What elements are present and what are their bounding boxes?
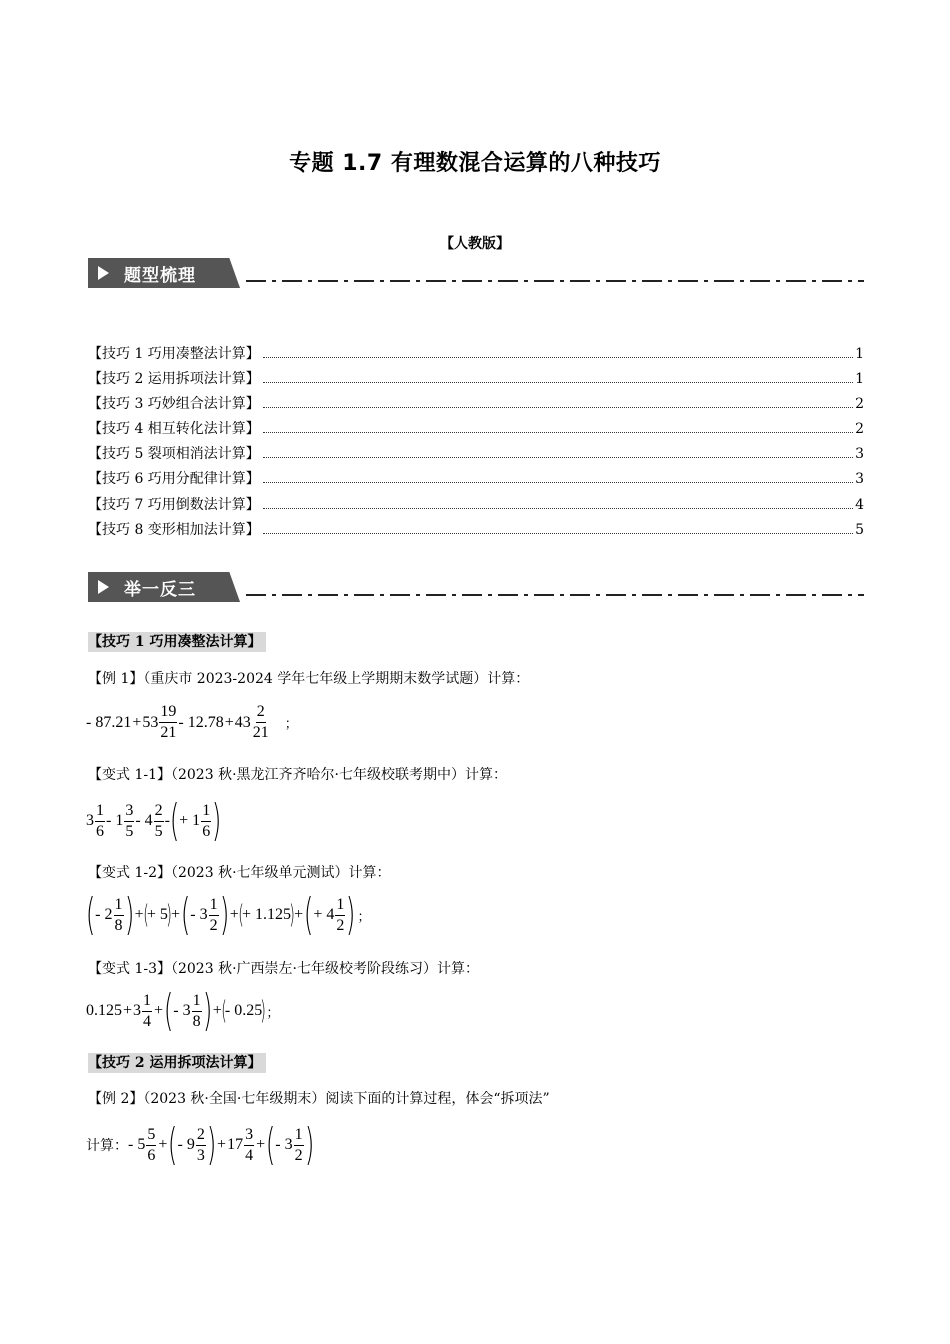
math-punct: ； <box>266 1004 280 1020</box>
math-expression <box>86 985 280 1036</box>
toc-page-number: 3 <box>855 446 864 462</box>
left-paren: ( <box>163 985 174 1036</box>
left-paren: ( <box>142 900 149 930</box>
math-term: 0.125 <box>86 1002 122 1019</box>
left-paren: ( <box>168 1119 178 1170</box>
denominator: 4 <box>143 1012 152 1030</box>
math-expression <box>85 889 371 940</box>
fraction <box>201 803 211 840</box>
left-paren: ( <box>221 996 227 1026</box>
numerator: 2 <box>196 1127 206 1146</box>
math-term: - 5 <box>128 1136 146 1153</box>
toc-leader-dots <box>263 381 853 383</box>
toc-entry-label: 【技巧 1 巧用凑整法计算】 <box>88 346 260 362</box>
math-term: + 5 <box>146 906 168 923</box>
right-paren: ) <box>219 889 229 940</box>
math-term: 17 <box>227 1136 244 1153</box>
math-operator: + <box>229 906 239 923</box>
toc-page-number: 1 <box>855 346 864 362</box>
math-term: - 1 <box>106 812 124 829</box>
math-term: 3 <box>133 1002 142 1019</box>
math-term: - 2 <box>95 906 113 923</box>
toc-leader-dots <box>263 507 853 509</box>
toc-entry-label: 【技巧 3 巧妙组合法计算】 <box>88 396 260 412</box>
fraction <box>159 704 177 741</box>
numerator: 1 <box>209 897 219 916</box>
right-paren: ) <box>304 1119 314 1170</box>
math-term: + 1 <box>179 812 201 829</box>
section-banner-examples <box>88 572 864 606</box>
toc-entry[interactable] <box>88 443 864 465</box>
toc-page-number: 4 <box>855 497 864 513</box>
numerator: 1 <box>95 803 105 822</box>
math-operator: + <box>123 1002 133 1019</box>
math-term: 3 <box>86 812 94 829</box>
numerator: 1 <box>294 1127 304 1146</box>
denominator: 5 <box>154 822 163 840</box>
math-term: + 4 <box>313 906 335 923</box>
math-operator: + <box>134 906 144 923</box>
numerator: 1 <box>114 897 124 916</box>
math-lead-label: 计算： <box>86 1138 128 1154</box>
numerator: 1 <box>201 803 211 822</box>
play-triangle-icon <box>98 580 109 594</box>
fraction <box>244 1127 254 1164</box>
denominator: 2 <box>336 916 345 934</box>
toc-page-number: 5 <box>855 522 864 538</box>
fraction <box>154 803 164 840</box>
math-term: - 3 <box>173 1002 191 1019</box>
dash-dot-divider <box>246 594 864 596</box>
toc-entry[interactable] <box>88 418 864 440</box>
math-term: - 9 <box>177 1136 195 1153</box>
numerator: 1 <box>192 993 202 1012</box>
section-banner-overview <box>88 258 864 292</box>
denominator: 6 <box>147 1146 156 1164</box>
numerator: 19 <box>159 704 177 723</box>
math-operator: + <box>158 1136 168 1153</box>
toc-entry-label: 【技巧 4 相互转化法计算】 <box>88 421 260 437</box>
toc-leader-dots <box>263 406 853 408</box>
toc-entry-label: 【技巧 2 运用拆项法计算】 <box>88 371 260 387</box>
banner-label: 题型梳理 <box>124 266 196 286</box>
math-operator: + <box>132 713 142 731</box>
denominator: 8 <box>114 916 123 934</box>
denominator: 8 <box>192 1012 201 1030</box>
toc-leader-dots <box>263 456 853 458</box>
toc-page-number: 3 <box>855 471 864 487</box>
numerator: 1 <box>142 993 152 1012</box>
right-paren: ) <box>202 985 212 1036</box>
dash-dot-divider <box>246 280 864 282</box>
toc-entry[interactable] <box>88 494 864 516</box>
fraction <box>142 993 152 1030</box>
numerator: 3 <box>244 1127 254 1146</box>
variant-prompt: 【变式 1-2】（2023 秋·七年级单元测试）计算： <box>88 865 391 881</box>
math-operator: + <box>212 1002 222 1019</box>
play-triangle-icon <box>98 266 109 280</box>
toc-page-number: 2 <box>855 396 864 412</box>
math-term: - 3 <box>275 1136 293 1153</box>
toc-entry[interactable] <box>88 393 864 415</box>
right-paren: ) <box>206 1119 217 1170</box>
math-term: + 1.125 <box>241 906 291 923</box>
numerator: 1 <box>335 897 345 916</box>
math-term: - 0.25 <box>224 1002 263 1019</box>
denominator: 2 <box>209 916 218 934</box>
toc-leader-dots <box>263 481 853 483</box>
math-operator: + <box>224 713 234 731</box>
denominator: 6 <box>202 822 211 840</box>
toc-entry-label: 【技巧 5 裂项相消法计算】 <box>88 446 260 462</box>
denominator: 5 <box>125 822 134 840</box>
math-expression <box>86 1119 314 1170</box>
page-title: 专题 1.7 有理数混合运算的八种技巧 <box>289 151 661 176</box>
left-paren: ( <box>180 889 191 940</box>
fraction <box>209 897 219 934</box>
toc-leader-dots <box>263 356 853 358</box>
toc-entry[interactable] <box>88 368 864 390</box>
denominator: 21 <box>252 724 269 741</box>
toc-entry[interactable] <box>88 519 864 541</box>
toc-entry-label: 【技巧 7 巧用倒数法计算】 <box>88 497 260 513</box>
variant-prompt: 【变式 1-3】（2023 秋·广西崇左·七年级校考阶段练习）计算： <box>88 961 479 977</box>
fraction <box>335 897 345 934</box>
numerator: 2 <box>256 704 266 723</box>
example-prompt: 【例 1】（重庆市 2023-2024 学年七年级上学期期末数学试题）计算： <box>88 671 530 687</box>
math-operator: + <box>256 1136 266 1153</box>
right-paren: ) <box>166 900 172 930</box>
fraction <box>124 803 134 840</box>
denominator: 3 <box>196 1146 205 1164</box>
math-operator: + <box>154 1002 164 1019</box>
fraction <box>196 1127 206 1164</box>
left-paren: ( <box>85 889 96 940</box>
fraction <box>114 897 124 934</box>
math-term: 53 <box>142 713 159 731</box>
toc-page-number: 2 <box>855 421 864 437</box>
section-heading: 【技巧 1 巧用凑整法计算】 <box>88 632 266 652</box>
toc-entry-label: 【技巧 6 巧用分配律计算】 <box>88 471 260 487</box>
numerator: 2 <box>154 803 164 822</box>
left-paren: ( <box>265 1119 276 1170</box>
right-paren: ) <box>260 996 267 1026</box>
math-expression <box>86 795 222 846</box>
right-paren: ) <box>124 889 134 940</box>
toc-entry-label: 【技巧 8 变形相加法计算】 <box>88 522 260 538</box>
math-term: - 4 <box>135 812 153 829</box>
denominator: 6 <box>96 822 104 840</box>
math-punct: ； <box>284 716 298 731</box>
math-term: - 12.78 <box>178 713 224 731</box>
numerator: 5 <box>146 1127 156 1146</box>
example-prompt: 【例 2】（2023 秋·全国·七年级期末）阅读下面的计算过程，体会“拆项法” <box>88 1091 550 1107</box>
fraction <box>294 1127 304 1164</box>
left-paren: ( <box>304 889 314 940</box>
denominator: 21 <box>160 724 177 741</box>
fraction <box>252 704 270 741</box>
toc-leader-dots <box>263 532 853 534</box>
toc-leader-dots <box>263 431 853 433</box>
left-paren: ( <box>238 900 244 930</box>
math-term: 43 <box>234 713 251 731</box>
variant-prompt: 【变式 1-1】（2023 秋·黑龙江齐齐哈尔·七年级校联考期中）计算： <box>88 767 507 783</box>
math-expression <box>86 704 298 741</box>
math-punct: ； <box>357 908 371 924</box>
math-operator: + <box>171 906 181 923</box>
edition-label: 【人教版】 <box>440 236 510 252</box>
math-term: - 87.21 <box>86 713 132 731</box>
math-term: - 3 <box>190 906 208 923</box>
toc-entry[interactable] <box>88 343 864 365</box>
denominator: 4 <box>245 1146 254 1164</box>
right-paren: ) <box>289 900 295 930</box>
section-heading: 【技巧 2 运用拆项法计算】 <box>88 1053 266 1073</box>
fraction <box>146 1127 156 1164</box>
denominator: 2 <box>294 1146 303 1164</box>
numerator: 3 <box>124 803 134 822</box>
right-paren: ) <box>212 795 222 846</box>
toc-page-number: 1 <box>855 371 864 387</box>
fraction <box>95 803 105 840</box>
left-paren: ( <box>169 795 180 846</box>
toc-entry[interactable] <box>88 468 864 490</box>
math-operator: + <box>217 1136 227 1153</box>
math-operator: + <box>294 906 304 923</box>
math-operator: - <box>164 812 170 829</box>
banner-label: 举一反三 <box>124 580 196 600</box>
right-paren: ) <box>346 889 356 940</box>
fraction <box>192 993 202 1030</box>
